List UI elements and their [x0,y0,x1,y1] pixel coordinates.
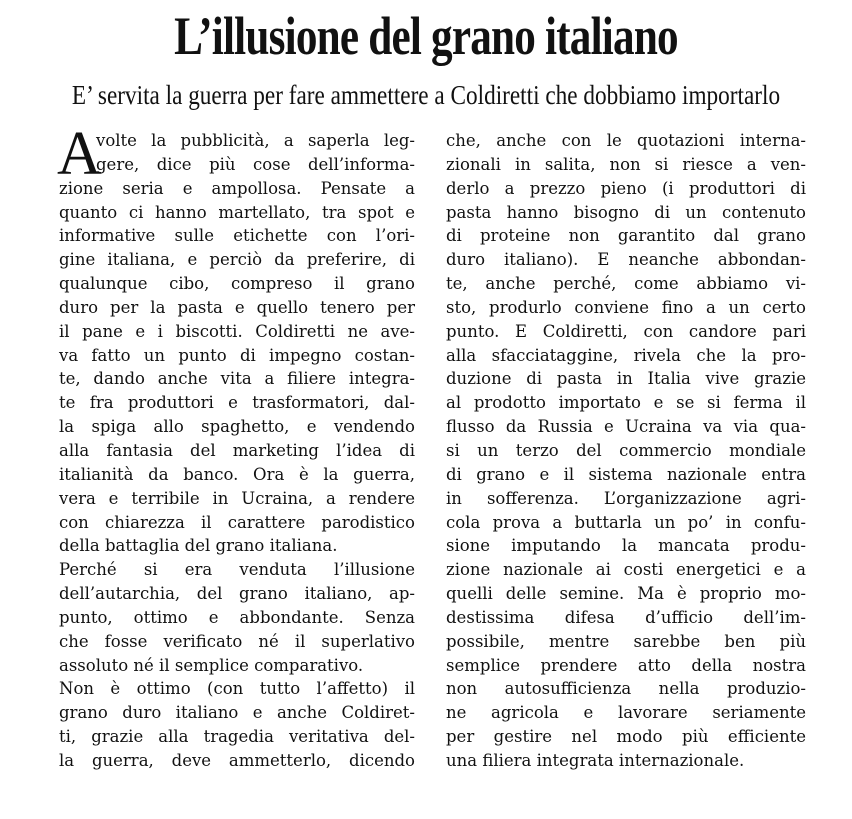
text-line: di grano e il sistema nazionale entra [446,464,806,484]
text-line: che fosse verificato né il superlativo [59,631,415,651]
drop-cap: A [57,120,102,188]
text-line: gere, dice più cose dell’informa- [96,154,415,174]
text-line: flusso da Russia e Ucraina va via qua- [446,417,806,437]
text-line: assoluto né il semplice comparativo. [59,655,364,675]
text-line: va fatto un punto di impegno costan- [59,345,415,365]
text-line: il pane e i biscotti. Coldiretti ne ave- [59,321,415,341]
text-line: sto, produrlo conviene fino a un certo [446,297,806,317]
text-line: per gestire nel modo più efficiente [446,727,806,747]
text-line: possibile, mentre sarebbe ben più [446,631,806,651]
text-line: italianità da banco. Ora è la guerra, [59,464,415,484]
text-line: si un terzo del commercio mondiale [446,440,806,460]
text-line: ne agricola e lavorare seriamente [446,703,806,723]
text-line: della battaglia del grano italiana. [59,536,338,556]
article-column-left [57,120,415,773]
text-line: con chiarezza il carattere parodistico [59,512,415,532]
text-line: in sofferenza. L’organizzazione agri- [446,488,806,508]
text-line: una filiera integrata internazionale. [446,750,745,770]
subheadline: E’ servita la guerra per fare ammettere a Coldiretti che dobbiamo importarlo [71,80,781,110]
article-column-right [446,129,806,773]
text-line: pasta hanno bisogno di un contenuto [446,202,806,222]
text-line: non autosufficienza nella produzio- [446,679,806,699]
text-line: destissima difesa d’ufficio dell’im- [446,607,806,627]
text-line: vera e terribile in Ucraina, a rendere [59,488,415,508]
text-line: punto. E Coldiretti, con candore pari [446,321,806,341]
text-line: dell’autarchia, del grano italiano, ap- [59,584,415,604]
text-line: Perché si era venduta l’illusione [59,560,415,580]
text-line: semplice prendere atto della nostra [446,655,806,675]
text-line: quanto ci hanno martellato, tra spot e [59,202,415,222]
text-line: che, anche con le quotazioni interna- [446,131,806,150]
text-line: la guerra, deve ammetterlo, dicendo [59,750,415,770]
text-line: qualunque cibo, compreso il grano [59,274,415,294]
text-line: zione nazionale ai costi energetici e a [446,560,806,580]
text-line: di proteine non garantito dal grano [446,226,806,246]
text-line: la spiga allo spaghetto, e vendendo [59,417,415,437]
headline: L’illusione del grano italiano [174,6,678,66]
text-line: duro per la pasta e quello tenero per [59,297,415,317]
text-line: ti, grazie alla tragedia veritativa del- [59,727,415,747]
text-line: alla fantasia del marketing l’idea di [59,440,415,460]
text-line: quelli delle semine. Ma è proprio mo- [446,584,806,604]
text-line: te, dando anche vita a filiere integra- [59,369,415,389]
text-line: zione seria e ampollosa. Pensate a [59,178,415,198]
text-line: al prodotto importato e se si ferma il [446,393,806,413]
text-line: sione imputando la mancata produ- [446,536,806,556]
text-line: cola prova a buttarla un po’ in confu- [446,512,806,532]
text-line: alla sfacciataggine, rivela che la pro- [446,345,806,365]
text-line: zionali in salita, non si riesce a ven- [446,154,806,174]
text-line: te, anche perché, come abbiamo vi- [446,274,806,294]
text-line: derlo a prezzo pieno (i produttori di [446,178,806,198]
text-line: duzione di pasta in Italia vive grazie [446,369,806,389]
text-line: informative sulle etichette con l’ori- [59,226,415,246]
text-line: gine italiana, e perciò da preferire, di [59,250,415,270]
text-line: grano duro italiano e anche Coldiret- [59,703,415,723]
text-line: punto, ottimo e abbondante. Senza [59,607,415,627]
text-line: duro italiano). E neanche abbondan- [446,250,806,270]
text-line: volte la pubblicità, a saperla leg- [96,131,415,150]
text-line: te fra produttori e trasformatori, dal- [59,393,415,413]
text-line: Non è ottimo (con tutto l’affetto) il [59,679,415,699]
